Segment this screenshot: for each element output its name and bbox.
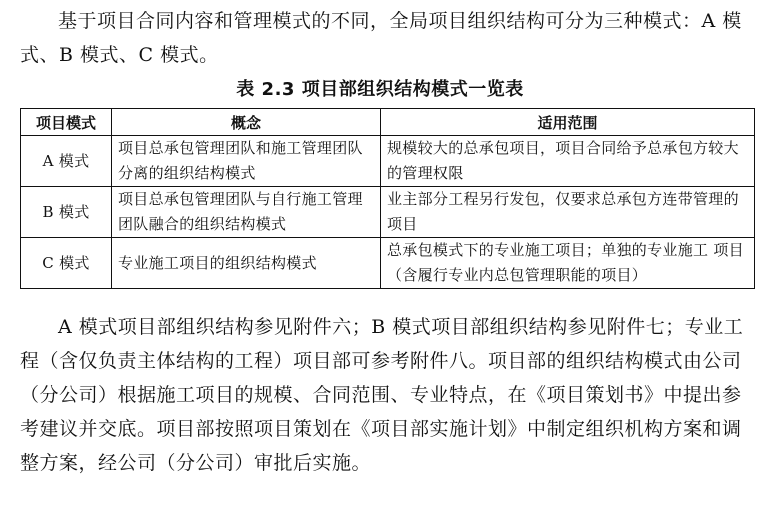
scope-cell: 总承包模式下的专业施工项目；单独的专业施工 项目（含履行专业内总包管理职能的项目） [381,238,755,289]
scope-cell: 业主部分工程另行发包，仅要求总承包方连带管理的项目 [381,187,755,238]
table-row [21,187,755,238]
concept-cell: 项目总承包管理团队和施工管理团队分离的组织结构模式 [112,136,381,187]
header-concept: 概念 [112,109,381,136]
concept-cell: 项目总承包管理团队与自行施工管理团队融合的组织结构模式 [112,187,381,238]
table-header-row [21,109,755,136]
table-row [21,238,755,289]
intro-paragraph: 基于项目合同内容和管理模式的不同，全局项目组织结构可分为三种模式：A 模式、B 模式、C 模式。 [20,10,742,66]
body-paragraph: A 模式项目部组织结构参见附件六；B 模式项目部组织结构参见附件七；专业工程（含仅负责主体结构的工程）项目部可参考附件八。项目部的组织结构模式由公司（分公司）根据施工项目的规模、合同范围、专业特点，在《项目策划书》中提出参考建议并交底。项目部按照项目策划在《项目部实施计划》中制定组织机构方案和调整方案，经公司（分公司）审批后实施。 [20,316,744,474]
header-scope: 适用范围 [381,109,755,136]
mode-cell: B 模式 [21,187,112,238]
table-row [21,136,755,187]
table-caption: 表 2.3 项目部组织结构模式一览表 [236,79,524,100]
scope-cell: 规模较大的总承包项目，项目合同给予总承包方较大的管理权限 [381,136,755,187]
org-structure-mode-table [20,108,755,289]
header-mode: 项目模式 [21,109,112,136]
mode-cell: C 模式 [21,238,112,289]
concept-cell: 专业施工项目的组织结构模式 [112,238,381,289]
mode-cell: A 模式 [21,136,112,187]
